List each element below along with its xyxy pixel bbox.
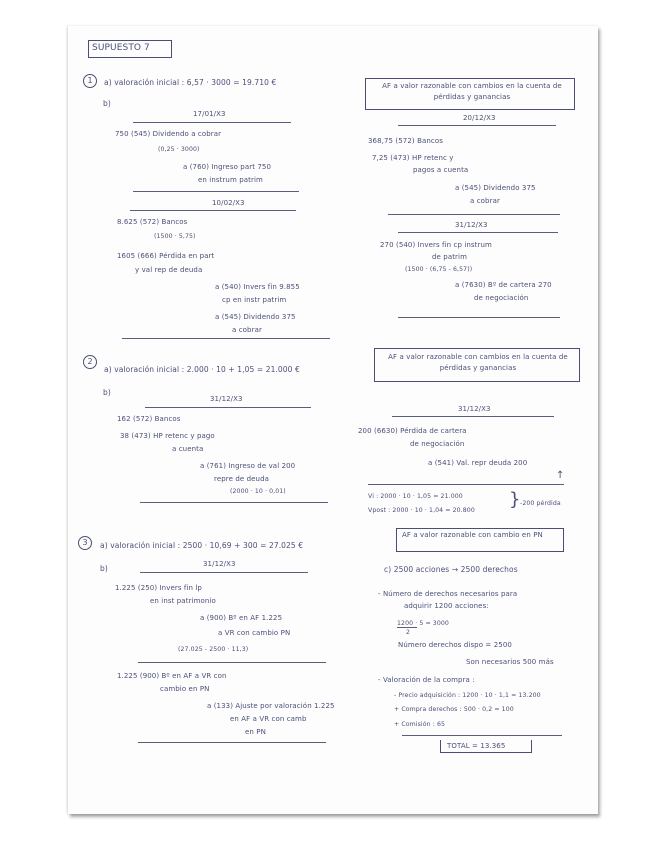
q3-entry1-line3: a (900) Bº en AF 1.225 [200, 614, 283, 622]
q2-date-1: 31/12/X3 [210, 395, 243, 403]
q3-rights-line2: adquirir 1200 acciones: [404, 602, 489, 610]
question-number-2: 2 [83, 355, 97, 369]
q1-entry2-line6: cp en instr patrim [222, 296, 287, 304]
q1-date-4: 31/12/X3 [455, 221, 488, 229]
q1-classification-text: AF a valor razonable con cambios en la cuenta de pérdidas y ganancias [382, 82, 562, 102]
q1-entry1-line3: a (760) Ingreso part 750 [183, 163, 272, 171]
arrow-up-icon: ↑ [556, 470, 565, 481]
q1-rule-1 [133, 122, 291, 123]
q2-rule-3 [392, 416, 554, 417]
q1-entry3-line5: a cobrar [470, 197, 500, 205]
q3-entry2-line2: cambio en PN [160, 685, 210, 693]
q1-entry1-line2: (0,25 · 3000) [158, 146, 200, 153]
q2-loss-result: -200 pérdida [520, 500, 561, 507]
q3-part-b: b) [100, 564, 108, 573]
q3-entry2-line5: en PN [245, 728, 266, 736]
q2-entry2-line3: a (541) Val. repr deuda 200 [428, 459, 528, 467]
q1-entry1-line4: en instrum patrim [198, 176, 263, 184]
q3-rights-calc: 1200 · 5 = 3000 [397, 620, 449, 627]
q3-entry2-line1: 1.225 (900) Bº en AF a VR con [117, 672, 227, 680]
q2-rule-1 [145, 407, 311, 408]
q1-entry3-line2: 7,25 (473) HP retenc y [372, 154, 454, 162]
q3-date-1: 31/12/X3 [203, 560, 236, 568]
q3-rule-3 [138, 742, 326, 743]
q2-rule-2 [140, 502, 328, 503]
q2-entry1-line5: repre de deuda [214, 475, 270, 483]
q1-entry4-line4: a (7630) Bº de cartera 270 [455, 281, 552, 289]
q3-part-c: c) 2500 acciones → 2500 derechos [384, 565, 518, 574]
q3-fraction-bar [397, 627, 417, 628]
q1-rule-6 [388, 214, 560, 215]
q2-classification-text: AF a valor razonable con cambios en la cuenta de pérdidas y ganancias [388, 353, 568, 373]
q2-part-b: b) [103, 388, 111, 397]
q2-entry1-line3: a cuenta [172, 445, 204, 453]
q3-rule-1 [140, 572, 308, 573]
q2-part-a: a) valoración inicial : 2.000 · 10 + 1,05 = 21.000 € [104, 365, 300, 374]
q3-total: TOTAL = 13.365 [447, 742, 506, 750]
q1-entry4-line1: 270 (540) Invers fin cp instrum [380, 241, 492, 249]
q1-entry3-line1: 368,75 (572) Bancos [368, 137, 443, 145]
q3-rights-line1: - Número de derechos necesarios para [378, 590, 518, 598]
q1-entry3-line3: pagos a cuenta [413, 166, 469, 174]
q1-rule-5 [398, 125, 556, 126]
q3-rights-available: Número derechos dispo = 2500 [398, 641, 512, 649]
q1-rule-2 [133, 191, 299, 192]
q1-date-1: 17/01/X3 [193, 110, 226, 118]
q3-valuation-title: - Valoración de la compra : [378, 676, 475, 684]
q1-entry4-line3: (1500 · (6,75 - 6,57)) [405, 266, 473, 273]
q2-later-value: Vpost : 2000 · 10 · 1,04 = 20.800 [368, 507, 475, 514]
q2-entry2-line2: de negociación [410, 440, 465, 448]
page-title: SUPUESTO 7 [92, 43, 150, 53]
question-number-3: 3 [78, 536, 92, 550]
q3-part-a: a) valoración inicial : 2500 · 10,69 + 300 = 27.025 € [100, 541, 304, 550]
q2-entry1-line1: 162 (572) Bancos [117, 415, 181, 423]
q1-entry4-line2: de patrim [432, 253, 467, 261]
q1-entry2-line1: 8.625 (572) Bancos [117, 218, 188, 226]
q2-entry1-line2: 38 (473) HP retenc y pago [120, 432, 215, 440]
q1-date-2: 10/02/X3 [212, 199, 245, 207]
q3-entry2-line3: a (133) Ajuste por valoración 1.225 [207, 702, 335, 710]
question-number-1: 1 [83, 74, 97, 88]
q3-entry1-line2: en inst patrimonio [150, 597, 216, 605]
q3-valuation-rights: + Compra derechos : 500 · 0,2 = 100 [394, 706, 514, 713]
q1-part-a: a) valoración inicial : 6,57 · 3000 = 19.710 € [104, 78, 277, 87]
q1-entry2-line4: y val rep de deuda [135, 266, 203, 274]
q1-rule-8 [398, 317, 560, 318]
brace-icon: } [509, 489, 521, 510]
q1-entry3-line4: a (545) Dividendo 375 [455, 184, 536, 192]
q2-initial-value: Vi : 2000 · 10 · 1,05 = 21.000 [368, 493, 463, 500]
q1-date-3: 20/12/X3 [463, 114, 496, 122]
q2-rule-4 [368, 484, 564, 485]
q1-rule-3 [130, 210, 296, 211]
q1-rule-7 [398, 232, 558, 233]
q3-rights-denominator: 2 [406, 629, 411, 636]
q2-date-2: 31/12/X3 [458, 405, 491, 413]
q1-entry2-line5: a (540) Invers fin 9.855 [215, 283, 300, 291]
q2-entry1-line4: a (761) Ingreso de val 200 [200, 462, 296, 470]
q3-entry1-line4: a VR con cambio PN [218, 629, 291, 637]
q3-rights-needed: Son necesarios 500 más [466, 658, 554, 666]
q3-valuation-commission: + Comisión : 65 [394, 721, 446, 728]
q1-entry1-line1: 750 (545) Dividendo a cobrar [115, 130, 222, 138]
q1-part-b: b) [103, 99, 111, 108]
q3-entry1-line1: 1.225 (250) Invers fin lp [115, 584, 202, 592]
q3-rule-2 [138, 662, 326, 663]
q2-entry2-line1: 200 (6630) Pérdida de cartera [358, 427, 467, 435]
q3-classification-text: AF a valor razonable con cambio en PN [402, 531, 543, 539]
q1-entry2-line3: 1605 (666) Pérdida en part [117, 252, 215, 260]
q3-entry1-line5: (27.025 - 2500 · 11,3) [178, 646, 249, 653]
q1-rule-4 [122, 338, 330, 339]
q3-valuation-price: - Precio adquisición : 1200 · 10 · 1,1 = 13.200 [394, 692, 541, 699]
q3-total-rule [402, 735, 562, 736]
q1-entry2-line2: (1500 · 5,75) [154, 233, 196, 240]
q1-entry2-line7: a (545) Dividendo 375 [215, 313, 296, 321]
q2-entry1-line6: (2000 · 10 · 0,01) [230, 488, 286, 495]
q1-entry4-line5: de negociación [474, 294, 529, 302]
q1-entry2-line8: a cobrar [232, 326, 262, 334]
q3-entry2-line4: en AF a VR con camb [230, 715, 307, 723]
